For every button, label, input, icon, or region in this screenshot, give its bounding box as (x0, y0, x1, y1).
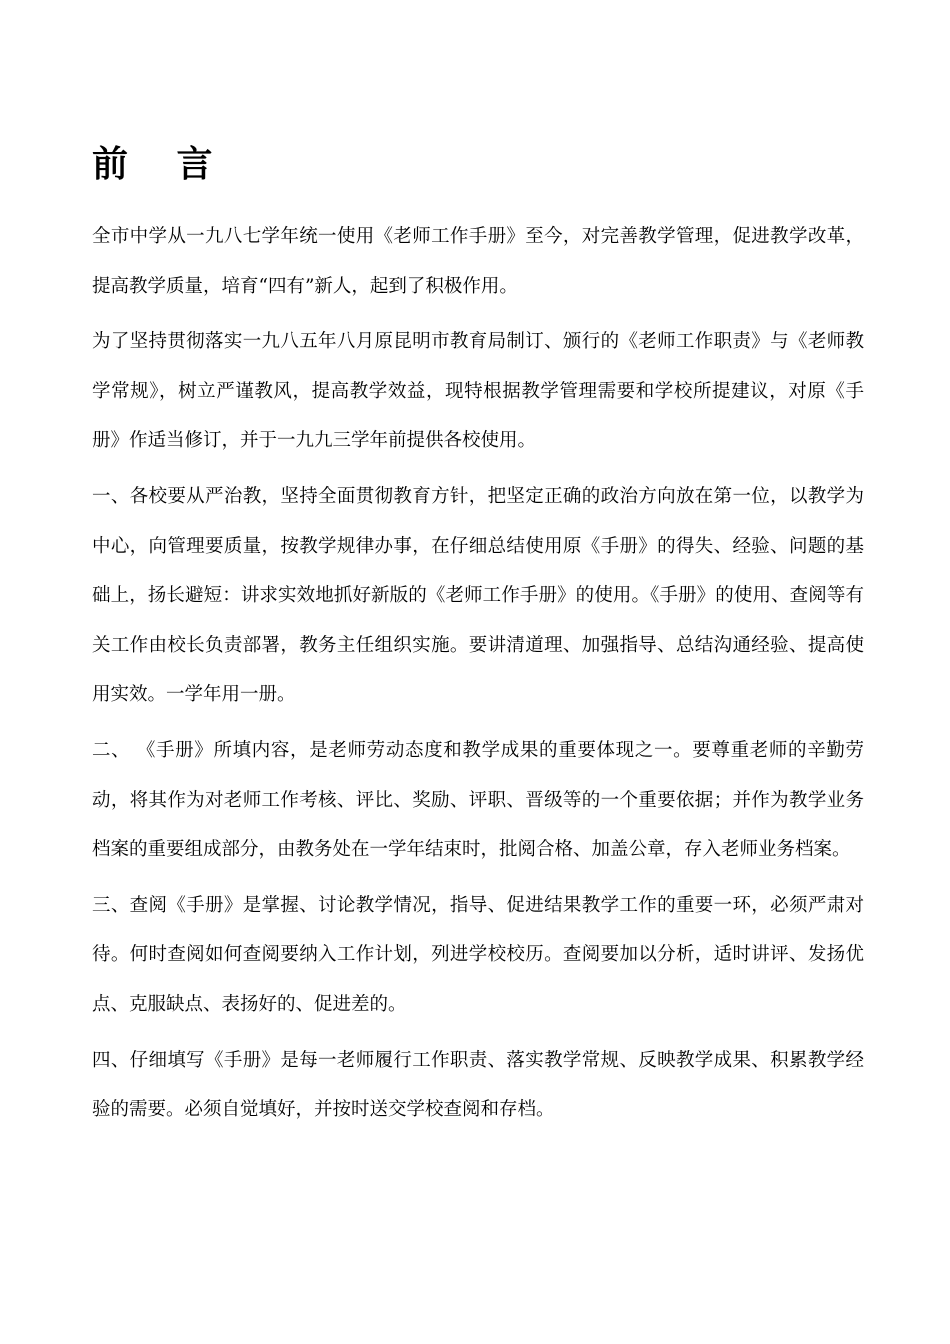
paragraph-item-1: 一、各校要从严治教，坚持全面贯彻教育方针，把坚定正确的政治方向放在第一位，以教学为中心，向管理要质量，按教学规律办事，在仔细总结使用原《手册》的得失、经验、问题的基础上，扬长避短：讲求实效地抓好新版的《老师工作手册》的使用。《手册》的使用、查阅等有关工作由校长负责部署，教务主任组织实施。要讲清道理、加强指导、总结沟通经验、提高使用实效。一学年用一册。 (92, 485, 864, 706)
document-body (92, 138, 864, 1141)
paragraph-purpose: 为了坚持贯彻落实一九八五年八月原昆明市教育局制订、颁行的《老师工作职责》与《老师教学常规》，树立严谨教风，提高教学效益，现特根据教学管理需要和学校所提建议，对原《手册》作适当修订，并于一九九三学年前提供各校使用。 (92, 331, 864, 452)
paragraph-item-2: 二、 《手册》所填内容，是老师劳动态度和教学成果的重要体现之一。要尊重老师的辛勤劳动，将其作为对老师工作考核、评比、奖励、评职、晋级等的一个重要依据；并作为教学业务档案的重要组成部分，由教务处在一学年结束时，批阅合格、加盖公章，存入老师业务档案。 (92, 739, 864, 861)
page-title: 前 言 (92, 143, 231, 185)
paragraph-item-3: 三、查阅《手册》是掌握、讨论教学情况，指导、促进结果教学工作的重要一环，必须严肃对待。何时查阅如何查阅要纳入工作计划，列进学校校历。查阅要加以分析，适时讲评、发扬优点、克服缺点、表扬好的、促进差的。 (92, 894, 864, 1015)
paragraph-intro: 全市中学从一九八七学年统一使用《老师工作手册》至今，对完善教学管理，促进教学改革，提高教学质量，培育“四有”新人，起到了积极作用。 (92, 226, 864, 297)
paragraph-item-4: 四、仔细填写《手册》是每一老师履行工作职责、落实教学常规、反映教学成果、积累教学经验的需要。必须自觉填好，并按时送交学校查阅和存档。 (92, 1049, 864, 1121)
